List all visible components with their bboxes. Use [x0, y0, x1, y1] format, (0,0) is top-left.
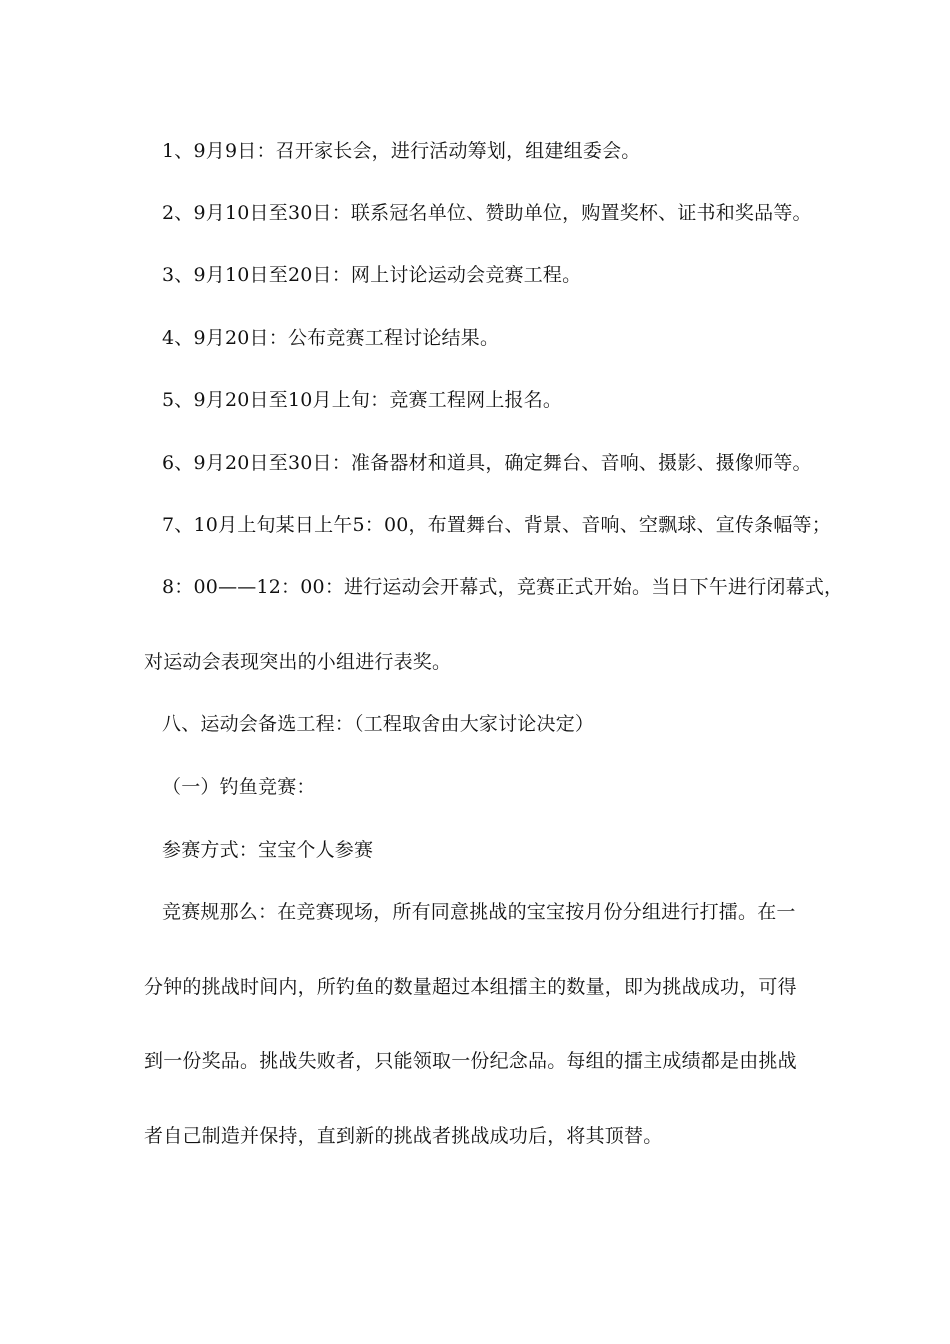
sub-heading: （一）钓鱼竞赛： [162, 776, 316, 798]
schedule-item-8: 8：00——12：00：进行运动会开幕式，竞赛正式开始。当日下午进行闭幕式， [162, 576, 844, 598]
rules-paragraph-line-1: 竞赛规那么：在竞赛现场，所有同意挑战的宝宝按月份分组进行打擂。在一 [162, 901, 796, 923]
rules-paragraph-line-3: 到一份奖品。挑战失败者，只能领取一份纪念品。每组的擂主成绩都是由挑战 [144, 1050, 797, 1072]
schedule-item-2: 2、9月10日至30日：联系冠名单位、赞助单位，购置奖杯、证书和奖品等。 [162, 202, 812, 224]
schedule-item-3: 3、9月10日至20日：网上讨论运动会竞赛工程。 [162, 264, 582, 286]
schedule-item-4: 4、9月20日：公布竞赛工程讨论结果。 [162, 327, 500, 349]
rules-paragraph-line-2: 分钟的挑战时间内，所钓鱼的数量超过本组擂主的数量，即为挑战成功，可得 [144, 976, 797, 998]
schedule-item-1: 1、9月9日：召开家长会，进行活动筹划，组建组委会。 [162, 140, 641, 162]
rules-paragraph-line-4: 者自己制造并保持，直到新的挑战者挑战成功后，将其顶替。 [144, 1125, 663, 1147]
schedule-item-7: 7、10月上旬某日上午5：00，布置舞台、背景、音响、空飘球、宣传条幅等； [162, 514, 831, 536]
section-heading: 八、运动会备选工程：（工程取舍由大家讨论决定） [162, 713, 595, 735]
schedule-item-6: 6、9月20日至30日：准备器材和道具，确定舞台、音响、摄影、摄像师等。 [162, 452, 812, 474]
schedule-item-8-continued: 对运动会表现突出的小组进行表奖。 [144, 651, 452, 673]
schedule-item-5: 5、9月20日至10月上旬：竞赛工程网上报名。 [162, 389, 563, 411]
participation-method: 参赛方式：宝宝个人参赛 [162, 839, 374, 861]
